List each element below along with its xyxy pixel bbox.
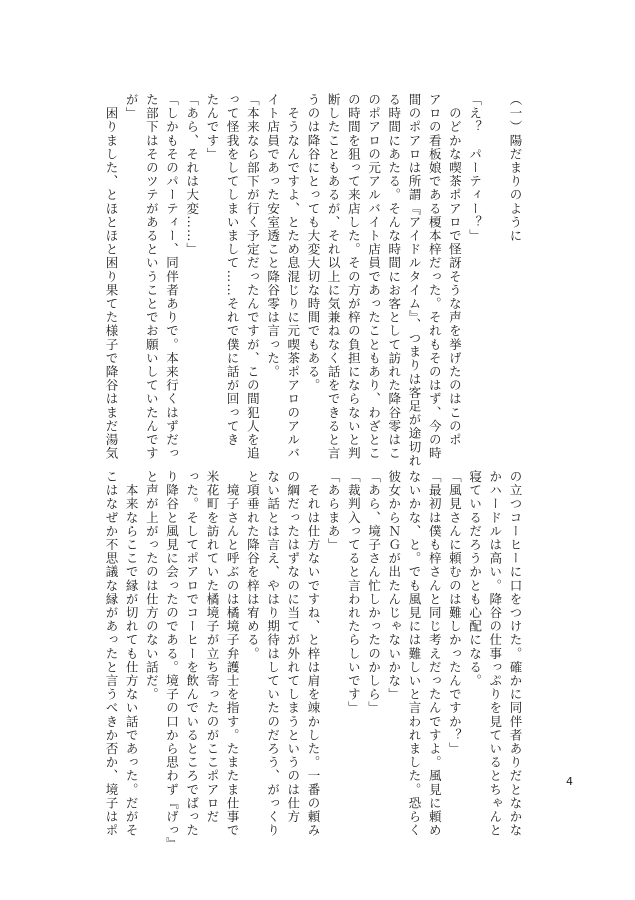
text-line: うのは降谷にとっても大変大切な時間でもある。 <box>305 93 321 393</box>
text-line: の時間を狙って来店した。その方が梓の負担にならないと判 <box>346 93 362 461</box>
text-line: り降谷と風見に会ったのである。境子の口から思わず『げっ』 <box>164 470 180 851</box>
text-line: 彼女からＮＧが出たんじゃないかな」 <box>386 470 402 702</box>
text-line: それは仕方ないですね、と梓は肩を竦かした。一番の頼み <box>305 470 321 838</box>
text-line: った。そしてポアロでコーヒーを飲んでいるところでばった <box>184 470 200 838</box>
text-line: ないかな、と。でも風見には難しいと言われました。恐らく <box>406 470 422 838</box>
text-line: アロの看板娘である榎本梓だった。それもそのはず、今の時 <box>427 93 443 461</box>
text-line: イト店員であった安室透こと降谷零は言った。 <box>265 93 281 379</box>
text-line: こはなぜか不思議な縁があったと言うべきか否か、境子はポ <box>103 470 119 838</box>
text-line: そうなんですよ、とため息混じりに元喫茶ポアロのアルバ <box>285 93 301 461</box>
text-line: たんです」 <box>204 93 220 161</box>
text-line: （一）陽だまりのように <box>508 93 523 243</box>
text-line: 寝ているだろうかとも心配になる。 <box>467 470 483 688</box>
text-line: 断したこともあるが、それ以上に気兼ねなく話をできると言 <box>326 93 342 461</box>
text-line: のポアロの元アルバイト店員であったこともあり、わざとこ <box>366 93 382 461</box>
text-line: 「最初は僕も梓さんと同じ考えだったんですよ。風見に頼め <box>427 470 443 838</box>
text-line: 「裁判入ってると言われたらしいです」 <box>346 470 362 715</box>
text-line: 境子さんと呼ぶのは橘境子弁護士を指す。たまたま仕事で <box>225 470 241 838</box>
text-block-bottom <box>70 470 525 851</box>
text-line: って怪我をしてしまいまして……それで僕に話が回ってき <box>225 93 241 447</box>
text-line: 「本来なら部下が行く予定だったんですが、この間犯人を追 <box>245 93 261 461</box>
page-number: 4 <box>566 775 573 788</box>
text-line: 本来ならここで縁が切れても仕方ない話であった。だがそ <box>124 470 140 838</box>
text-line: 困りました、とほとほと困り果てた様子で降谷はまだ湯気 <box>103 93 119 461</box>
text-line: の立つコーヒーに口をつけた。確かに同伴者ありだとなかな <box>508 470 523 838</box>
text-line: のどかな喫茶ポアロで怪訝そうな声を挙げたのはこのポ <box>447 93 463 447</box>
text-line: ない話とは言え、やはり期待はしていたのだろう、がっくり <box>265 470 281 838</box>
text-line: の綱だったはずなのに当てが外れてしまうというのは仕方 <box>285 470 301 824</box>
text-line: 米花町を訪れていた橘境子が立ち寄ったのがここポアロだ <box>204 470 220 824</box>
text-line: と声が上がったのは仕方のない話だ。 <box>144 470 160 702</box>
text-line: 「あら、境子さん忙しかったのかしら」 <box>366 470 382 715</box>
text-line: 「え？ パーティー？」 <box>467 93 483 243</box>
text-line: かハードルは高い。降谷の仕事っぷりを見ているとちゃんと <box>487 470 503 838</box>
text-line: た部下はそのツテがあるということでお願いしていたんです <box>144 93 160 461</box>
text-line: 間のポアロは所謂『アイドルタイム』、つまりは客足が途切れ <box>406 93 422 468</box>
text-line: 「あらまあ」 <box>326 470 342 552</box>
text-line: 「あら、それは大変……」 <box>184 93 200 257</box>
text-line: 「風見さんに頼むのは難しかったんですか？」 <box>447 470 463 756</box>
text-line: る時間にあたる。そんな時間にお客として訪れた降谷零はこ <box>386 93 402 461</box>
text-line <box>485 93 505 448</box>
text-line: 「しかもそのパーティー、同伴者ありで。本来行くはずだっ <box>164 93 180 461</box>
text-line: が」 <box>124 93 140 121</box>
text-line: と項垂れた降谷を梓は宥める。 <box>245 470 261 661</box>
text-block-top <box>70 93 525 468</box>
